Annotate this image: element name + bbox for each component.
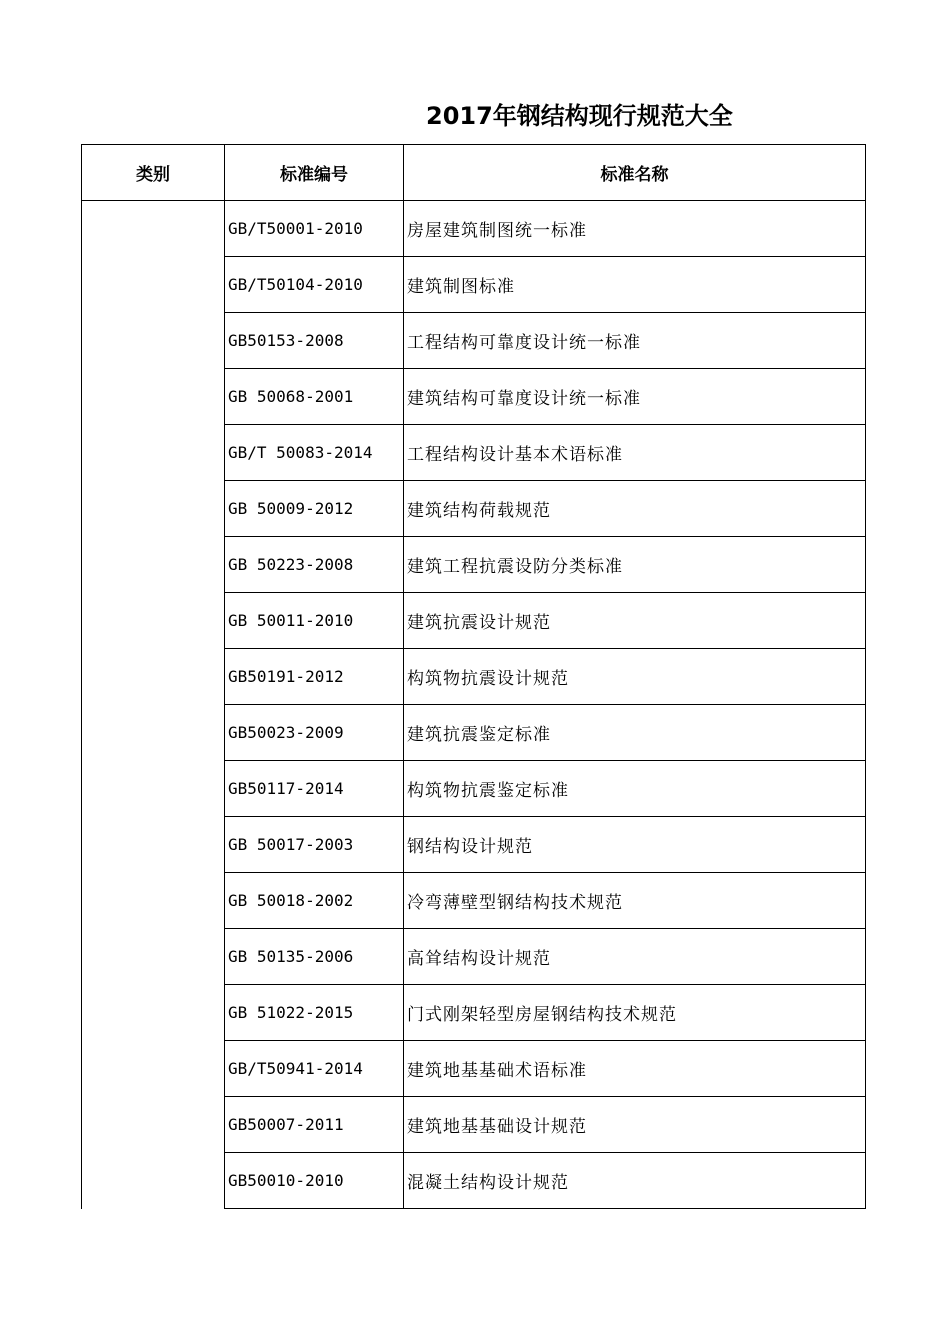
standard-name-cell: 冷弯薄壁型钢结构技术规范: [404, 873, 866, 929]
header-standard-name: 标准名称: [404, 145, 866, 201]
standard-code-cell: GB/T50941-2014: [225, 1041, 404, 1097]
standard-name-cell: 高耸结构设计规范: [404, 929, 866, 985]
standard-code-cell: GB/T50001-2010: [225, 201, 404, 257]
header-category: 类别: [82, 145, 225, 201]
standard-name-cell: 建筑结构荷载规范: [404, 481, 866, 537]
standard-code-cell: GB 50018-2002: [225, 873, 404, 929]
standard-code-cell: GB 50068-2001: [225, 369, 404, 425]
standard-name-cell: 门式刚架轻型房屋钢结构技术规范: [404, 985, 866, 1041]
standard-name-cell: 工程结构可靠度设计统一标准: [404, 313, 866, 369]
standard-code-cell: GB 50135-2006: [225, 929, 404, 985]
standard-name-cell: 建筑制图标准: [404, 257, 866, 313]
standard-name-cell: 钢结构设计规范: [404, 817, 866, 873]
category-cell: [82, 201, 225, 1209]
standard-name-cell: 混凝土结构设计规范: [404, 1153, 866, 1209]
standard-name-cell: 构筑物抗震设计规范: [404, 649, 866, 705]
standard-name-cell: 建筑地基基础设计规范: [404, 1097, 866, 1153]
standard-name-cell: 构筑物抗震鉴定标准: [404, 761, 866, 817]
standard-name-cell: 建筑工程抗震设防分类标准: [404, 537, 866, 593]
standard-code-cell: GB/T50104-2010: [225, 257, 404, 313]
standard-name-cell: 建筑抗震设计规范: [404, 593, 866, 649]
standard-code-cell: GB/T 50083-2014: [225, 425, 404, 481]
document-title: 2017年钢结构现行规范大全: [426, 102, 733, 130]
standard-code-cell: GB50153-2008: [225, 313, 404, 369]
table-body: [82, 201, 866, 1209]
standard-name-cell: 工程结构设计基本术语标准: [404, 425, 866, 481]
standard-name-cell: 建筑地基基础术语标准: [404, 1041, 866, 1097]
standard-code-cell: GB50007-2011: [225, 1097, 404, 1153]
standard-code-cell: GB 50017-2003: [225, 817, 404, 873]
standard-code-cell: GB50010-2010: [225, 1153, 404, 1209]
standard-code-cell: GB50191-2012: [225, 649, 404, 705]
standard-name-cell: 建筑结构可靠度设计统一标准: [404, 369, 866, 425]
standard-code-cell: GB 51022-2015: [225, 985, 404, 1041]
standard-code-cell: GB 50009-2012: [225, 481, 404, 537]
standard-code-cell: GB50117-2014: [225, 761, 404, 817]
standard-code-cell: GB 50011-2010: [225, 593, 404, 649]
header-standard-code: 标准编号: [225, 145, 404, 201]
standards-table: [81, 144, 866, 1209]
table-row: [82, 201, 866, 257]
standard-code-cell: GB 50223-2008: [225, 537, 404, 593]
standard-name-cell: 房屋建筑制图统一标准: [404, 201, 866, 257]
standard-name-cell: 建筑抗震鉴定标准: [404, 705, 866, 761]
table-header-row: [82, 145, 866, 201]
standard-code-cell: GB50023-2009: [225, 705, 404, 761]
